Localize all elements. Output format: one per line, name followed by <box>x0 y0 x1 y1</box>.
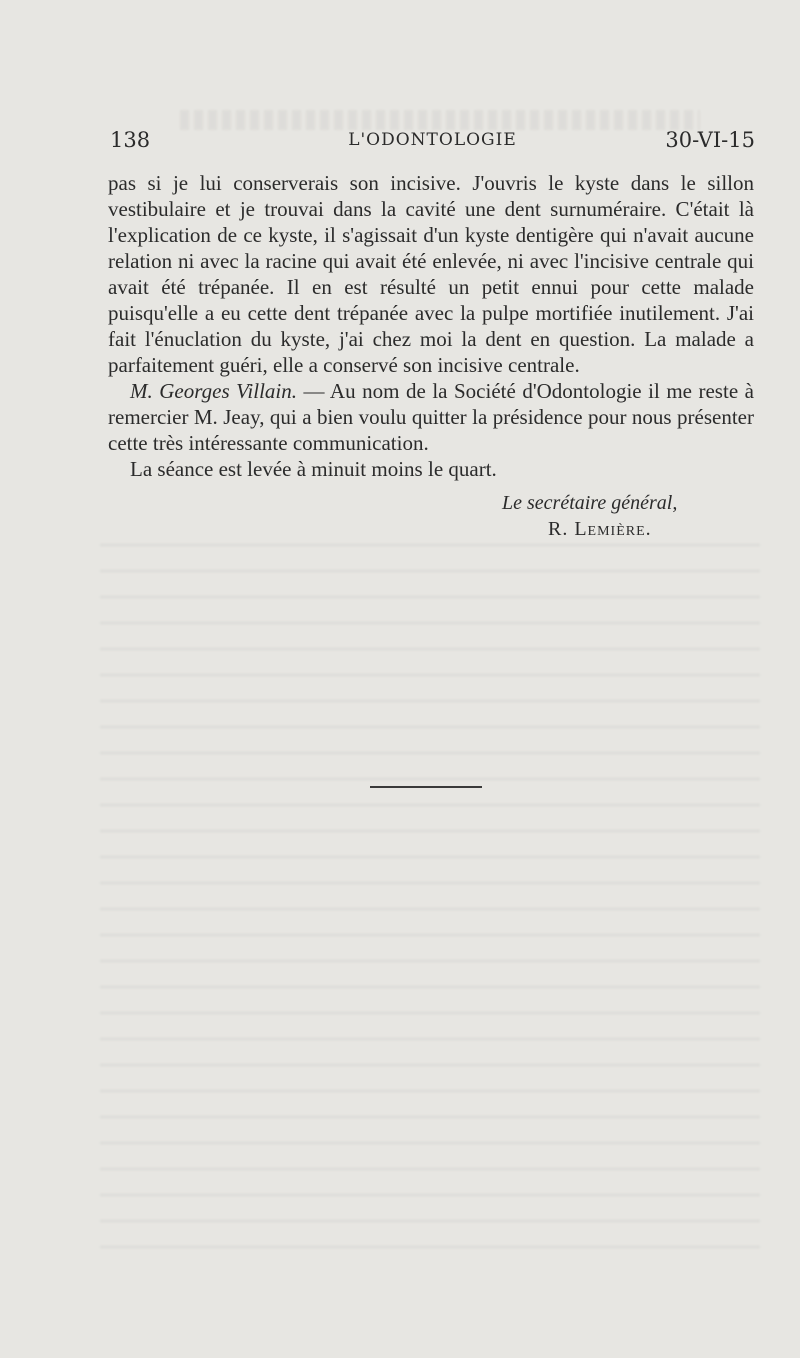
body-text <box>108 170 754 482</box>
paragraph: La séance est levée à minuit moins le quart. <box>130 457 497 481</box>
section-divider <box>370 786 482 788</box>
page-header <box>110 128 755 158</box>
issue-date: 30-VI-15 <box>665 128 755 152</box>
signature-block <box>440 490 720 542</box>
signatory-name: R. Lemière. <box>548 518 652 540</box>
paragraph-text: — Au nom de la Société d'Odontologie il me reste à remercier M. Jeay, qui a bien voulu quitter la présidence pour nous présenter cette très intéressante communication. <box>108 379 754 455</box>
show-through-texture <box>100 530 760 1250</box>
show-through-texture <box>180 110 700 130</box>
paragraph <box>108 378 754 456</box>
running-title: L'ODONTOLOGIE <box>348 130 517 150</box>
signatory-role: Le secrétaire général, <box>502 492 678 514</box>
speaker-name: M. Georges Villain. <box>130 379 298 403</box>
paragraph: pas si je lui conserverais son incisive. J'ouvris le kyste dans le sillon vestibulaire et je trouvai dans la cavité une dent surnuméraire. C'était là l'explication de ce kyste, il s'agissait d'un kyste dentigère qui n'avait aucune relation ni avec la racine qui avait été enlevée, ni avec l'incisive centrale qui avait été trépanée. Il en est résulté un petit ennui pour cette malade puisqu'elle a eu cette dent trépanée avec la pulpe mortifiée inutilement. J'ai fait l'énuclation du kyste, j'ai chez moi la dent en question. La malade a parfaitement guéri, elle a conservé son incisive centrale. <box>108 171 754 377</box>
page-number: 138 <box>110 128 151 152</box>
